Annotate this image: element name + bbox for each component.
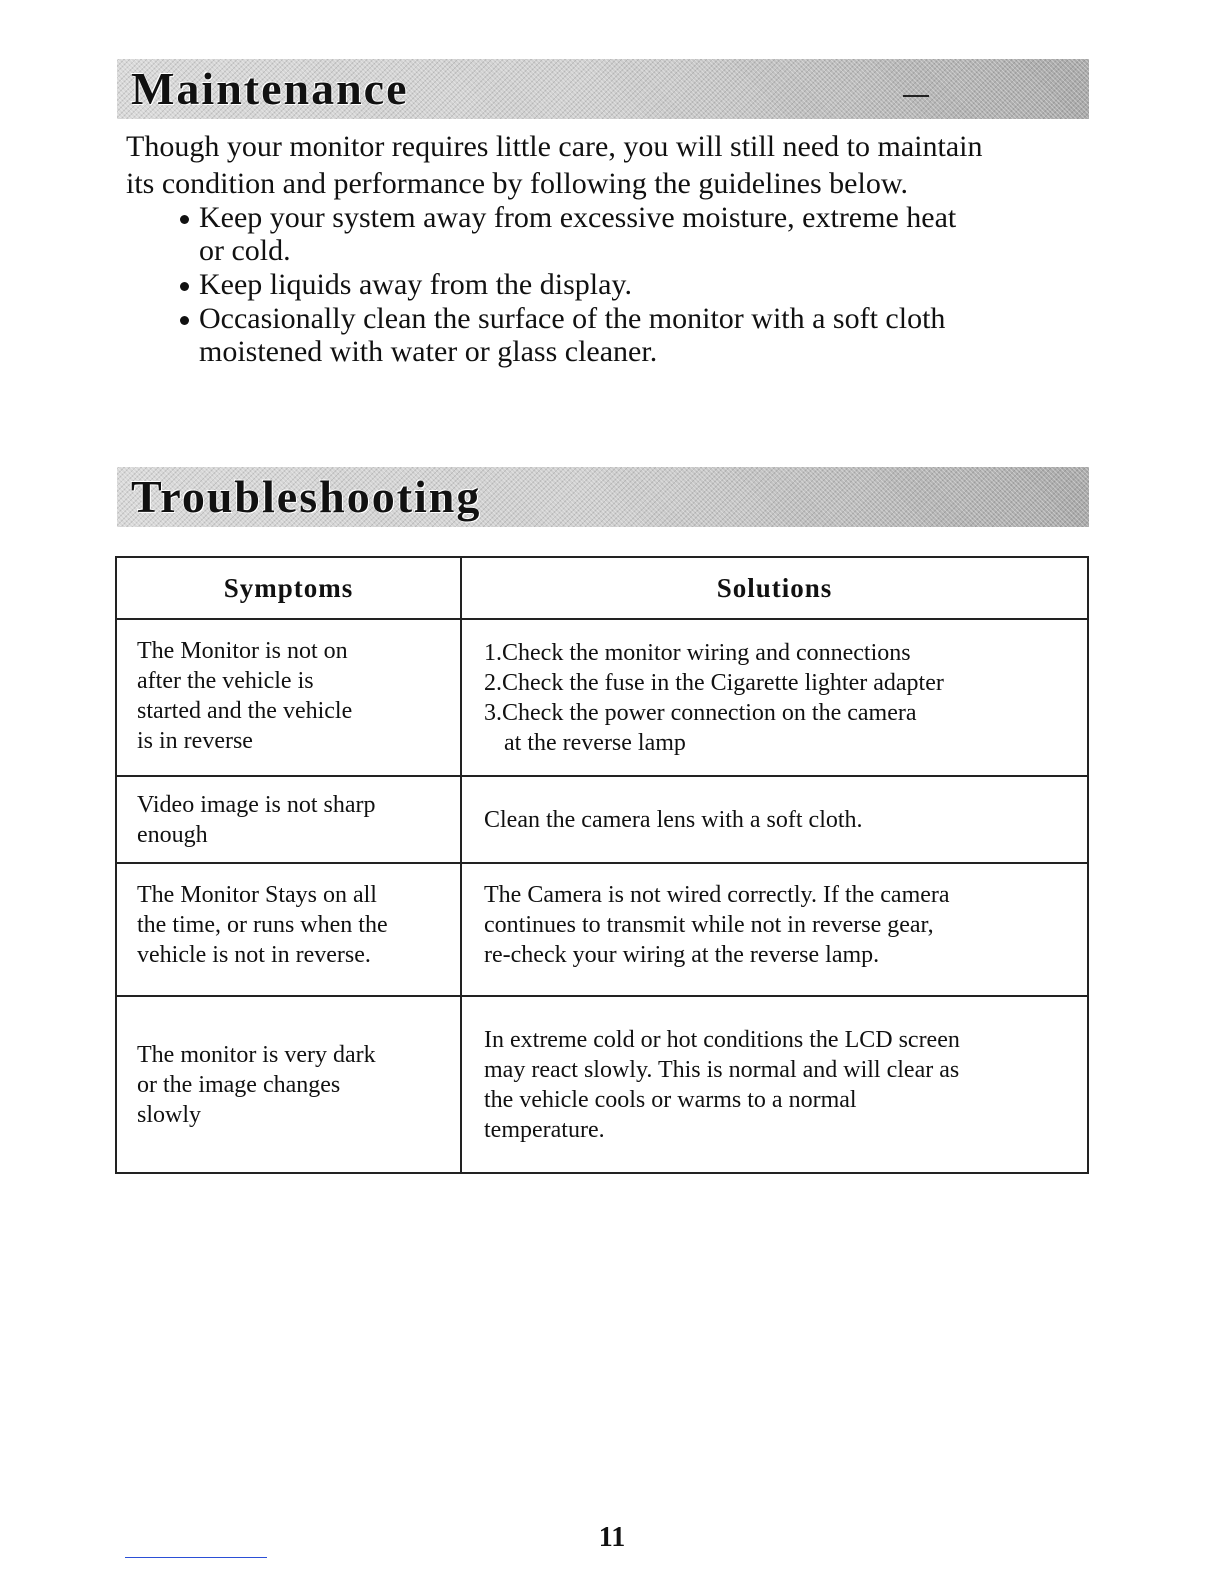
- solution-cell: [461, 619, 1088, 776]
- maintenance-banner: [117, 59, 1089, 119]
- intro-line: Though your monitor requires little care, you will still need to maintain: [126, 130, 983, 163]
- symptom-cell: [116, 619, 461, 776]
- maintenance-intro: [126, 128, 1106, 202]
- symptom-cell: [116, 863, 461, 996]
- guideline-text: or cold.: [199, 234, 291, 267]
- troubleshooting-table: [115, 556, 1089, 1174]
- maintenance-guidelines-list: [178, 201, 1098, 369]
- solution-cell: [461, 996, 1088, 1173]
- symptom-cell: [116, 776, 461, 863]
- bullet-dot-icon: [180, 215, 189, 224]
- symptom-line: after the vehicle is: [137, 668, 314, 694]
- symptom-line: slowly: [137, 1101, 202, 1128]
- symptom-cell: [116, 996, 461, 1173]
- solution-line: the vehicle cools or warms to a normal: [484, 1086, 857, 1113]
- guideline-item: [178, 268, 1098, 301]
- symptom-line: started and the vehicle: [137, 698, 353, 724]
- symptom-line: Video image is not sharp: [137, 791, 376, 818]
- symptoms-header: Symptoms: [116, 557, 461, 619]
- guideline-text: moistened with water or glass cleaner.: [199, 335, 658, 368]
- guideline-item: [178, 201, 1098, 267]
- solution-line: continues to transmit while not in reverse gear,: [484, 912, 934, 938]
- page-number: 11: [598, 1522, 626, 1553]
- solution-line: re-check your wiring at the reverse lamp.: [484, 942, 880, 968]
- symptom-line: The Monitor is not on: [137, 638, 348, 664]
- symptom-line: the time, or runs when the: [137, 912, 388, 938]
- solution-cell: [461, 863, 1088, 996]
- table-header-row: [116, 557, 1088, 619]
- guideline-item: [178, 302, 1098, 368]
- symptom-line: The monitor is very dark: [137, 1041, 376, 1068]
- footer-rule: [125, 1557, 267, 1558]
- solution-line: temperature.: [484, 1116, 605, 1143]
- table-row: [116, 863, 1088, 996]
- guideline-text: Keep your system away from excessive moisture, extreme heat: [199, 201, 957, 234]
- solution-line: In extreme cold or hot conditions the LCD screen: [484, 1026, 960, 1053]
- bullet-dot-icon: [180, 282, 189, 291]
- intro-line: its condition and performance by following the guidelines below.: [126, 167, 909, 200]
- solution-line: 2.Check the fuse in the Cigarette lighter adapter: [484, 669, 944, 696]
- troubleshooting-heading: Troubleshooting: [131, 471, 482, 522]
- guideline-text: Keep liquids away from the display.: [199, 268, 632, 301]
- solution-line: The Camera is not wired correctly. If the camera: [484, 882, 950, 908]
- guideline-text: Occasionally clean the surface of the monitor with a soft cloth: [199, 302, 946, 335]
- symptom-line: enough: [137, 821, 208, 848]
- bullet-dot-icon: [180, 316, 189, 325]
- symptom-line: or the image changes: [137, 1071, 341, 1098]
- table-row: [116, 619, 1088, 776]
- solution-line: Clean the camera lens with a soft cloth.: [484, 806, 863, 833]
- symptom-line: is in reverse: [137, 728, 253, 754]
- solution-line: 3.Check the power connection on the camera: [484, 699, 917, 726]
- solutions-header: Solutions: [461, 557, 1088, 619]
- symptom-line: The Monitor Stays on all: [137, 882, 377, 908]
- maintenance-heading: Maintenance: [131, 63, 409, 114]
- table-row: [116, 776, 1088, 863]
- solution-line: at the reverse lamp: [504, 729, 686, 756]
- solution-cell: [461, 776, 1088, 863]
- solution-line: 1.Check the monitor wiring and connections: [484, 639, 911, 666]
- symptom-line: vehicle is not in reverse.: [137, 942, 371, 968]
- solution-line: may react slowly. This is normal and will clear as: [484, 1056, 960, 1083]
- troubleshooting-banner: [117, 467, 1089, 527]
- table-row: [116, 996, 1088, 1173]
- banner-dash-mark: [903, 95, 929, 97]
